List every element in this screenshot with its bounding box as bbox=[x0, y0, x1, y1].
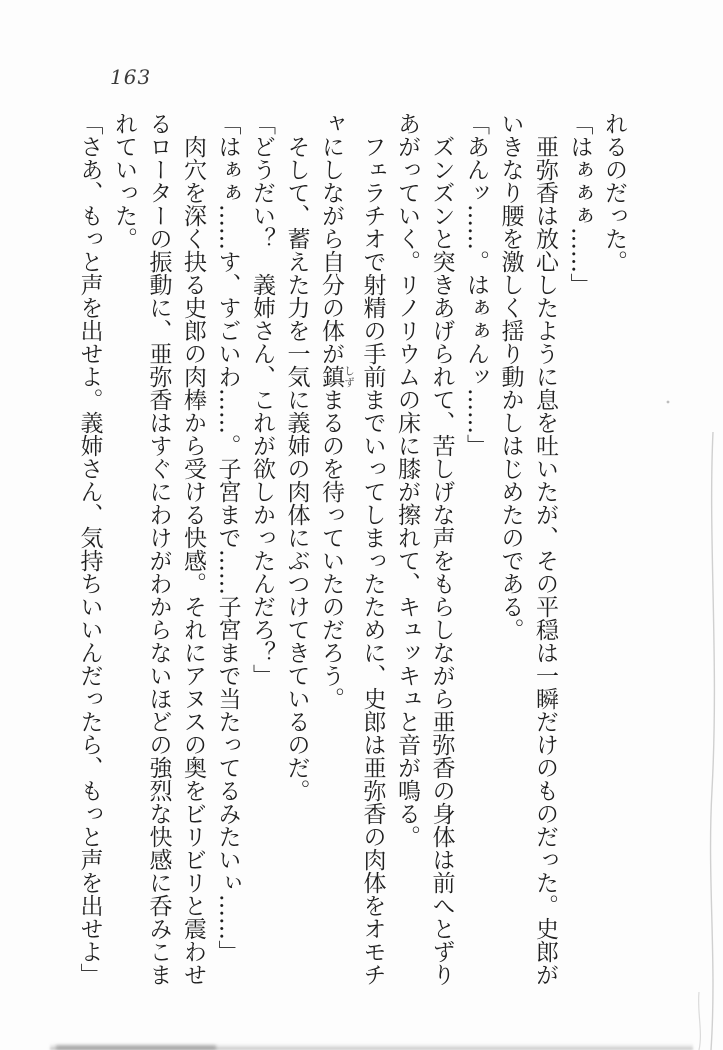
furigana-reading: しず bbox=[343, 365, 355, 388]
text-column-15: れていった。 bbox=[111, 112, 137, 250]
text-column-4: いきなり腰を激しく揺り動かしはじめたのである。 bbox=[497, 112, 524, 641]
text-column-7: あがっていく。リノリウムの床に膝が擦れて、キュッキュと音が鳴る。 bbox=[394, 112, 420, 848]
text-block bbox=[72, 112, 631, 986]
text-column-3: 亜弥香は放心したように息を吐いたが、その平穏は一瞬だけのものだった。史郎が bbox=[532, 112, 558, 986]
text-segment: ャにしながら自分の体が bbox=[318, 112, 344, 365]
text-column-1: れるのだった。 bbox=[601, 112, 627, 273]
text-column-10: そして、蓄えた力を一気に義姉の肉体にぶつけてきているのだ。 bbox=[283, 112, 310, 802]
page-number: 163 bbox=[110, 65, 152, 89]
text-column-12: 「はぁぁ……す、すごいわ……。子宮まで……子宮まで当たってるみたいぃ……」 bbox=[214, 112, 241, 963]
text-column-11: 「どうだい？ 義姉さん、これが欲しかったんだろ？」 bbox=[249, 112, 275, 687]
scan-artifact-bottom-shadow-dark bbox=[56, 1045, 216, 1050]
furigana bbox=[318, 365, 355, 388]
text-column-13: 肉穴を深く抉る史郎の肉棒から受ける快感。それにアヌスの奥をビリビリと震わせ bbox=[180, 112, 206, 986]
text-segment: まるのを待っていたのだろう。 bbox=[318, 388, 344, 710]
text-column-16: 「さあ、もっと声を出せよ。義姉さん、気持ちいいんだったら、もっと声を出せよ」 bbox=[76, 112, 103, 986]
furigana-base: 鎮 bbox=[318, 365, 344, 388]
text-column-14: るローターの振動に、亜弥香はすぐにわけがわからないほどの強烈な快感に呑みこま bbox=[145, 112, 172, 986]
text-column-6: ズンズンと突きあげられて、苦しげな声をもらしながら亜弥香の身体は前へとずり bbox=[428, 112, 455, 986]
text-column-9 bbox=[314, 112, 356, 986]
text-column-5: 「あんッ……。はぁぁんッ……」 bbox=[463, 112, 489, 457]
text-column-2: 「はぁぁぁ……」 bbox=[566, 112, 593, 296]
text-column-8: フェラチオで射精の手前までいってしまったために、史郎は亜弥香の肉体をオモチ bbox=[359, 112, 386, 986]
